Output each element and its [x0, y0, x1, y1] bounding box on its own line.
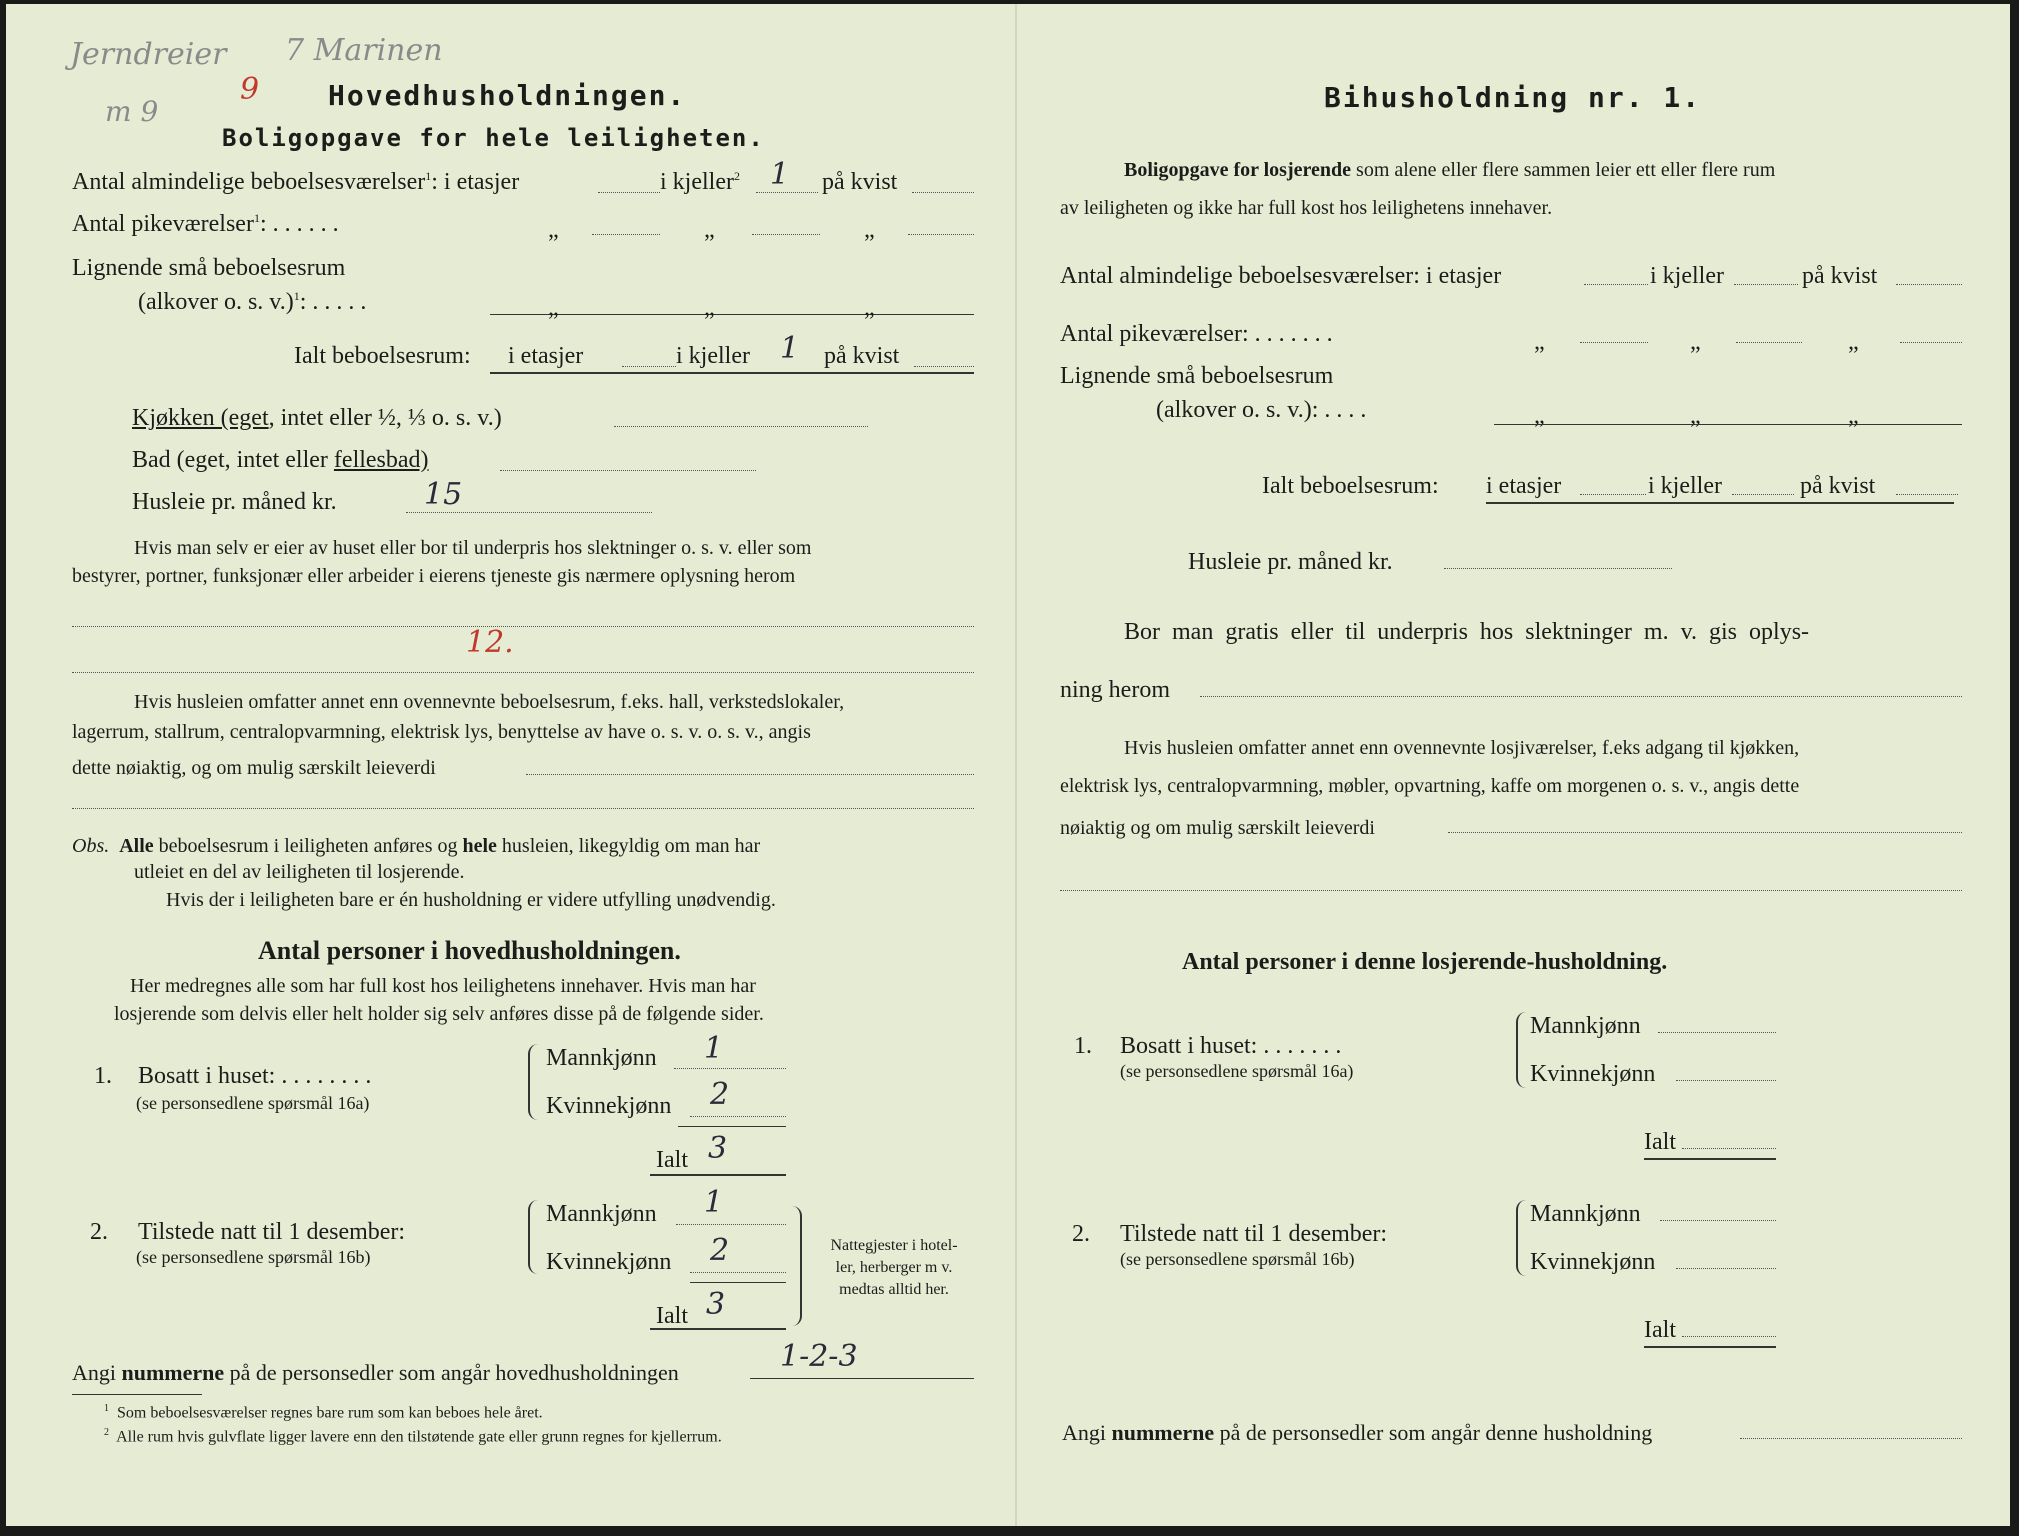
left-ialt-kjeller-value: 1 — [780, 331, 800, 366]
right-omfatter-line-2 — [1060, 890, 1962, 891]
right-ialt-etasjer-line — [1580, 494, 1646, 495]
right-q1-mann-label: Mannkjønn — [1530, 1013, 1641, 1039]
left-row2-line-3 — [908, 234, 974, 235]
left-omfatter-3: dette nøiaktig, og om mulig særskilt leieverdi — [72, 757, 436, 779]
left-q1-mann-label: Mannkjønn — [546, 1045, 657, 1071]
right-row1-etasjer-line — [1584, 284, 1648, 285]
margin-note-street: Jerndreier — [70, 37, 227, 72]
left-angi-label: Angi nummerne på de personsedler som angår hovedhusholdningen — [72, 1360, 679, 1385]
left-red-value: 12. — [466, 625, 514, 660]
left-row1-kjeller-label: i kjeller$^2$ — [660, 169, 740, 195]
right-row3-rule — [1494, 424, 1962, 425]
right-q1-sub: (se personsedlene spørsmål 16a) — [1120, 1061, 1354, 1081]
right-row3-label-a: Lignende små beboelsesrum — [1060, 363, 1334, 389]
right-row1-kjeller-line — [1734, 284, 1798, 285]
left-persons-title: Antal personer i hovedhusholdningen. — [258, 936, 681, 965]
right-row1-kvist-label: på kvist — [1802, 263, 1878, 289]
left-subtitle: Boligopgave for hele leiligheten. — [222, 124, 765, 152]
right-omfatter-2: elektrisk lys, centralopvarmning, møbler, opvartning, kaffe om morgenen o. s. v., angis dette — [1060, 775, 1800, 797]
left-q2-sub: (se personsedlene spørsmål 16b) — [136, 1247, 371, 1267]
left-q2-kvinne-line — [690, 1272, 786, 1273]
right-gratis-2: ning herom — [1060, 677, 1170, 703]
right-row2-ditto-2: „ — [1690, 329, 1701, 355]
right-q2-number: 2. — [1072, 1221, 1090, 1247]
left-q2-sum-rule — [690, 1282, 786, 1283]
left-q2-mann-value: 1 — [704, 1185, 724, 1220]
right-gratis-1: Bor man gratis eller til underpris hos slektninger m. v. gis oplys- — [1124, 619, 1810, 645]
right-q2-mann-line — [1660, 1220, 1776, 1221]
left-husleie-line — [406, 512, 652, 513]
right-husleie-label: Husleie pr. måned kr. — [1188, 549, 1393, 575]
left-row2-ditto-1: „ — [548, 217, 559, 243]
left-ialt-etasjer-line — [622, 366, 676, 367]
left-eier-line-2 — [72, 672, 974, 673]
right-q2-sub: (se personsedlene spørsmål 16b) — [1120, 1249, 1355, 1269]
left-row3-ditto-3: „ — [864, 295, 875, 321]
right-q2-brace — [1516, 1200, 1528, 1276]
right-row3-ditto-3: „ — [1848, 403, 1859, 429]
left-obs-line-3: Hvis der i leiligheten bare er én husholdning er videre utfylling unødvendig. — [166, 889, 776, 911]
left-nattegjester-1: Nattegjester i hotel- — [830, 1237, 958, 1254]
left-row1-kjeller-line — [756, 192, 818, 193]
right-persons-title: Antal personer i denne losjerende-husholdning. — [1182, 949, 1668, 975]
left-q1-ialt-rule — [650, 1174, 786, 1176]
left-ialt-label: Ialt beboelsesrum: — [294, 343, 471, 369]
left-row2-ditto-3: „ — [864, 217, 875, 243]
left-title: Hovedhusholdningen. — [328, 79, 687, 112]
right-row2-ditto-3: „ — [1848, 329, 1859, 355]
left-q1-sum-rule — [678, 1126, 786, 1127]
right-intro-2: av leiligheten og ikke har full kost hos leilighetens innehaver. — [1060, 197, 1553, 219]
right-q2-kvinne-label: Kvinnekjønn — [1530, 1249, 1656, 1275]
left-q2-right-brace — [790, 1206, 802, 1326]
right-row1-label: Antal almindelige beboelsesværelser: i etasjer — [1060, 263, 1502, 289]
right-omfatter-1: Hvis husleien omfatter annet enn ovennevnte losjiværelser, f.eks adgang til kjøkken, — [1124, 737, 1800, 759]
right-row2-line-3 — [1900, 342, 1962, 343]
right-husleie-line — [1444, 568, 1672, 569]
left-footnote-rule — [72, 1394, 202, 1395]
right-ialt-label: Ialt beboelsesrum: — [1262, 473, 1439, 499]
left-bad-label: Bad (eget, intet eller fellesbad) — [132, 447, 429, 473]
right-row2-line-2 — [1736, 342, 1802, 343]
right-ialt-rule — [1486, 502, 1954, 504]
left-q1-label: Bosatt i huset: . . . . . . . . — [138, 1063, 372, 1089]
left-row1-kvist-line — [912, 192, 974, 193]
left-ialt-kvist-label: på kvist — [824, 343, 900, 369]
left-persons-text-2: losjerende som delvis eller helt holder sig selv anføres disse på de følgende sider. — [114, 1003, 764, 1025]
right-angi-line — [1740, 1438, 1962, 1439]
left-row3-ditto-2: „ — [704, 295, 715, 321]
left-q1-sub: (se personsedlene spørsmål 16a) — [136, 1093, 370, 1113]
left-q1-kvinne-label: Kvinnekjønn — [546, 1093, 672, 1119]
right-ialt-etasjer-label: i etasjer — [1486, 473, 1562, 499]
right-intro-1: Boligopgave for losjerende som alene eller flere sammen leier ett eller flere rum — [1124, 159, 1776, 181]
left-nattegjester-2: ler, herberger m v. — [835, 1259, 953, 1276]
right-row3-label-b: (alkover o. s. v.): . . . . — [1156, 397, 1367, 423]
left-q1-mann-value: 1 — [704, 1031, 724, 1066]
left-husleie-value: 15 — [424, 477, 463, 512]
left-persons-text-1: Her medregnes alle som har full kost hos leilighetens innehaver. Hvis man har — [130, 975, 756, 997]
right-q2-ialt-label: Ialt — [1644, 1317, 1676, 1343]
left-obs-line-2: utleiet en del av leiligheten til losjerende. — [134, 861, 465, 883]
left-ialt-kjeller-label: i kjeller — [676, 343, 750, 369]
left-footnote-2: $^2$ Alle rum hvis gulvflate ligger lavere enn den tilstøtende gate eller grunn regnes for kjellerrum. — [104, 1427, 722, 1446]
right-q1-label: Bosatt i huset: . . . . . . . — [1120, 1033, 1342, 1059]
left-angi-value: 1-2-3 — [780, 1339, 858, 1374]
right-ialt-kjeller-label: i kjeller — [1648, 473, 1722, 499]
left-row3-ditto-1: „ — [548, 295, 559, 321]
left-omfatter-2: lagerrum, stallrum, centralopvarmning, elektrisk lys, benyttelse av have o. s. v. o. s. v., angis — [72, 721, 811, 743]
left-row2-ditto-2: „ — [704, 217, 715, 243]
right-row2-line-1 — [1580, 342, 1648, 343]
left-q1-ialt-label: Ialt — [656, 1147, 688, 1173]
left-q2-ialt-value: 3 — [706, 1287, 726, 1322]
right-q1-number: 1. — [1074, 1033, 1092, 1059]
left-row3-label-a: Lignende små beboelsesrum — [72, 255, 346, 281]
left-omfatter-line-1 — [526, 774, 974, 775]
right-q1-ialt-line — [1682, 1148, 1776, 1149]
left-q1-kvinne-value: 2 — [710, 1077, 730, 1112]
right-title: Bihusholdning nr. 1. — [1324, 81, 1702, 114]
right-gratis-line — [1200, 696, 1962, 697]
left-kjokken-line — [614, 426, 868, 427]
left-ialt-rule — [490, 372, 974, 374]
right-q1-kvinne-line — [1676, 1080, 1776, 1081]
right-q1-ialt-label: Ialt — [1644, 1129, 1676, 1155]
left-row1-etasjer-line — [598, 192, 660, 193]
left-bad-line — [500, 470, 756, 471]
left-omfatter-1: Hvis husleien omfatter annet enn ovennevnte beboelsesrum, f.eks. hall, verkstedslokaler, — [134, 691, 845, 713]
left-eier-text-2: bestyrer, portner, funksjonær eller arbeider i eierens tjeneste gis nærmere oplysning herom — [72, 565, 796, 587]
right-q2-ialt-line — [1682, 1336, 1776, 1337]
left-q2-number: 2. — [90, 1219, 108, 1245]
left-kjokken-label: Kjøkken (eget, intet eller ½, ⅓ o. s. v.) — [132, 405, 502, 431]
left-q1-ialt-value: 3 — [708, 1131, 728, 1166]
left-q2-ialt-label: Ialt — [656, 1303, 688, 1329]
right-row3-ditto-1: „ — [1534, 403, 1545, 429]
left-row1-kjeller-value: 1 — [770, 157, 790, 192]
right-row2-label: Antal pikeværelser: . . . . . . . — [1060, 321, 1333, 347]
right-q1-brace — [1516, 1012, 1528, 1088]
left-nattegjester-3: medtas alltid her. — [839, 1281, 949, 1298]
right-q1-mann-line — [1658, 1032, 1776, 1033]
left-ialt-etasjer-label: i etasjer — [508, 343, 584, 369]
left-footnote-1: $^1$ Som beboelsesværelser regnes bare rum som kan beboes hele året. — [104, 1403, 543, 1422]
left-obs-line-1: Obs. Alle beboelsesrum i leiligheten anføres og hele husleien, likegyldig om man har — [72, 835, 761, 857]
right-omfatter-line-1 — [1448, 832, 1962, 833]
right-row3-ditto-2: „ — [1690, 403, 1701, 429]
left-eier-line-1 — [72, 626, 974, 627]
left-row1-kvist-label: på kvist — [822, 169, 898, 195]
left-row2-line-1 — [592, 234, 660, 235]
right-ialt-kvist-label: på kvist — [1800, 473, 1876, 499]
right-ialt-kvist-line — [1896, 494, 1958, 495]
right-omfatter-3: nøiaktig og om mulig særskilt leieverdi — [1060, 817, 1375, 839]
right-ialt-kjeller-line — [1732, 494, 1794, 495]
page-fold — [1015, 4, 1017, 1526]
left-row3-rule — [490, 314, 974, 315]
left-q2-mann-line — [676, 1224, 786, 1225]
left-q2-mann-label: Mannkjønn — [546, 1201, 657, 1227]
left-q2-kvinne-value: 2 — [710, 1233, 730, 1268]
left-q1-number: 1. — [94, 1063, 112, 1089]
right-q1-kvinne-label: Kvinnekjønn — [1530, 1061, 1656, 1087]
right-q1-ialt-rule — [1644, 1158, 1776, 1160]
left-q1-brace — [528, 1044, 540, 1120]
left-q2-kvinne-label: Kvinnekjønn — [546, 1249, 672, 1275]
right-row1-kjeller-label: i kjeller — [1650, 263, 1724, 289]
left-row2-label: Antal pikeværelser$^1$: . . . . . . — [72, 211, 339, 237]
right-row2-ditto-1: „ — [1534, 329, 1545, 355]
left-ialt-kvist-line — [914, 366, 974, 367]
left-q1-kvinne-line — [690, 1116, 786, 1117]
left-eier-text-1: Hvis man selv er eier av huset eller bor til underpris hos slektninger o. s. v. eller som — [134, 537, 812, 559]
left-omfatter-line-2 — [72, 808, 974, 809]
right-q2-label: Tilstede natt til 1 desember: — [1120, 1221, 1388, 1247]
left-q2-label: Tilstede natt til 1 desember: — [138, 1219, 406, 1245]
margin-note-place: 7 Marinen — [285, 33, 443, 68]
right-q2-mann-label: Mannkjønn — [1530, 1201, 1641, 1227]
left-q2-brace — [528, 1200, 540, 1274]
left-row2-line-2 — [752, 234, 820, 235]
left-husleie-label: Husleie pr. måned kr. — [132, 489, 337, 515]
right-q2-kvinne-line — [1676, 1268, 1776, 1269]
left-q2-ialt-rule — [650, 1328, 786, 1330]
left-row1-label: Antal almindelige beboelsesværelser$^1$: i etasjer — [72, 169, 520, 195]
left-row3-label-b: (alkover o. s. v.)$^1$: . . . . . — [138, 289, 367, 315]
right-row1-kvist-line — [1896, 284, 1962, 285]
right-angi-label: Angi nummerne på de personsedler som angår denne husholdning — [1062, 1420, 1653, 1445]
margin-note-number: m 9 — [105, 95, 159, 128]
left-q1-mann-line — [674, 1068, 786, 1069]
right-q2-ialt-rule — [1644, 1346, 1776, 1348]
margin-note-red-number: 9 — [240, 72, 260, 107]
left-angi-rule — [750, 1378, 974, 1379]
